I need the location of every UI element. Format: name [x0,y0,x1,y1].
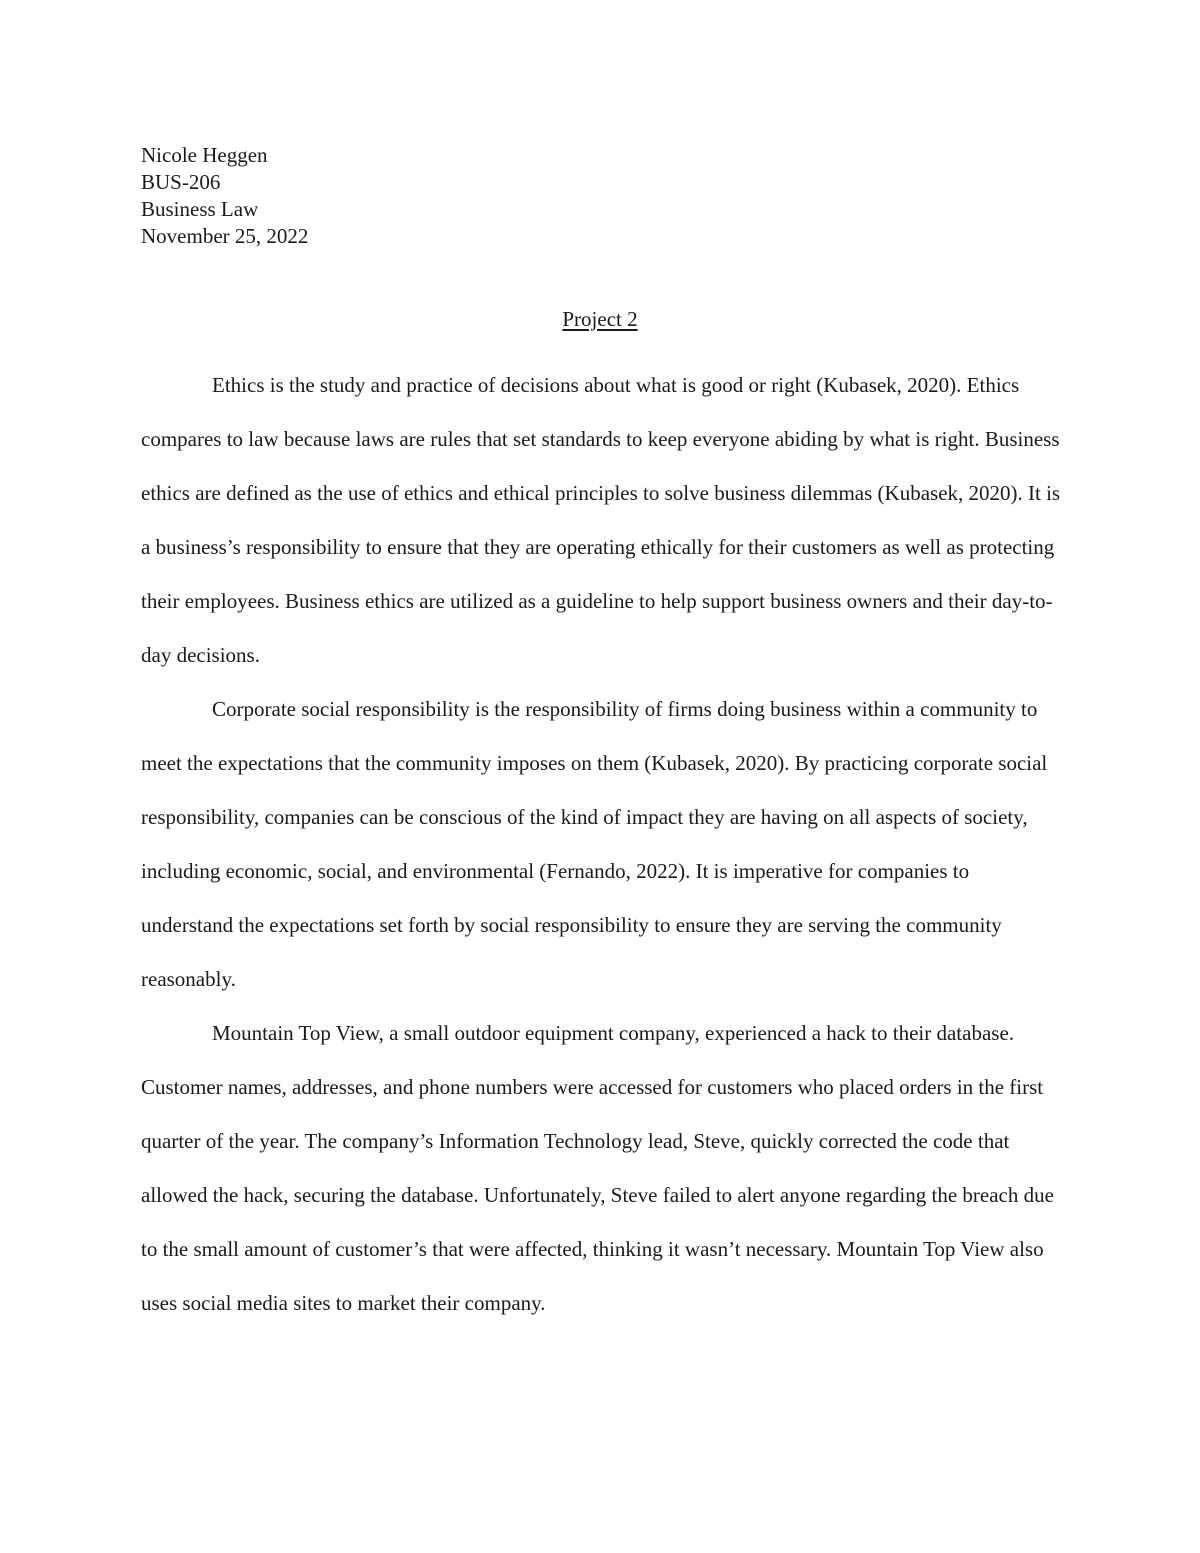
document-body [141,358,1061,1330]
document-date: November 25, 2022 [141,224,309,248]
course-name: Business Law [141,197,259,221]
course-code: BUS-206 [141,170,221,194]
paragraph-corporate-social-responsibility: Corporate social responsibility is the responsibility of firms doing business within a community to meet the expectations that the community imposes on them (Kubasek, 2020). By practicing corporate social responsibility, companies can be conscious of the kind of impact they are having on all aspects of society, including economic, social, and environmental (Fernando, 2022). It is imperative for companies to understand the expectations set forth by social responsibility to ensure they are serving the community reasonably. [141,697,1048,991]
document-header [141,142,308,250]
author-name: Nicole Heggen [141,143,268,167]
document-title-row [0,305,1200,333]
document-title: Project 2 [562,307,638,331]
paragraph-ethics: Ethics is the study and practice of decisions about what is good or right (Kubasek, 2020). Ethics compares to law because laws are rules that set standards to keep everyone abiding by what is right. Business ethics are defined as the use of ethics and ethical principles to solve business dilemmas (Kubasek, 2020). It is a business’s responsibility to ensure that they are operating ethically for their customers as well as protecting their employees. Business ethics are utilized as a guideline to help support business owners and their day-to-day decisions. [141,373,1061,667]
paragraph-mountain-top-view: Mountain Top View, a small outdoor equipment company, experienced a hack to their database. Customer names, addresses, and phone numbers were accessed for customers who placed orders in the first quarter of the year. The company’s Information Technology lead, Steve, quickly corrected the code that allowed the hack, securing the database. Unfortunately, Steve failed to alert anyone regarding the breach due to the small amount of customer’s that were affected, thinking it wasn’t necessary. Mountain Top View also uses social media sites to market their company. [141,1021,1054,1315]
